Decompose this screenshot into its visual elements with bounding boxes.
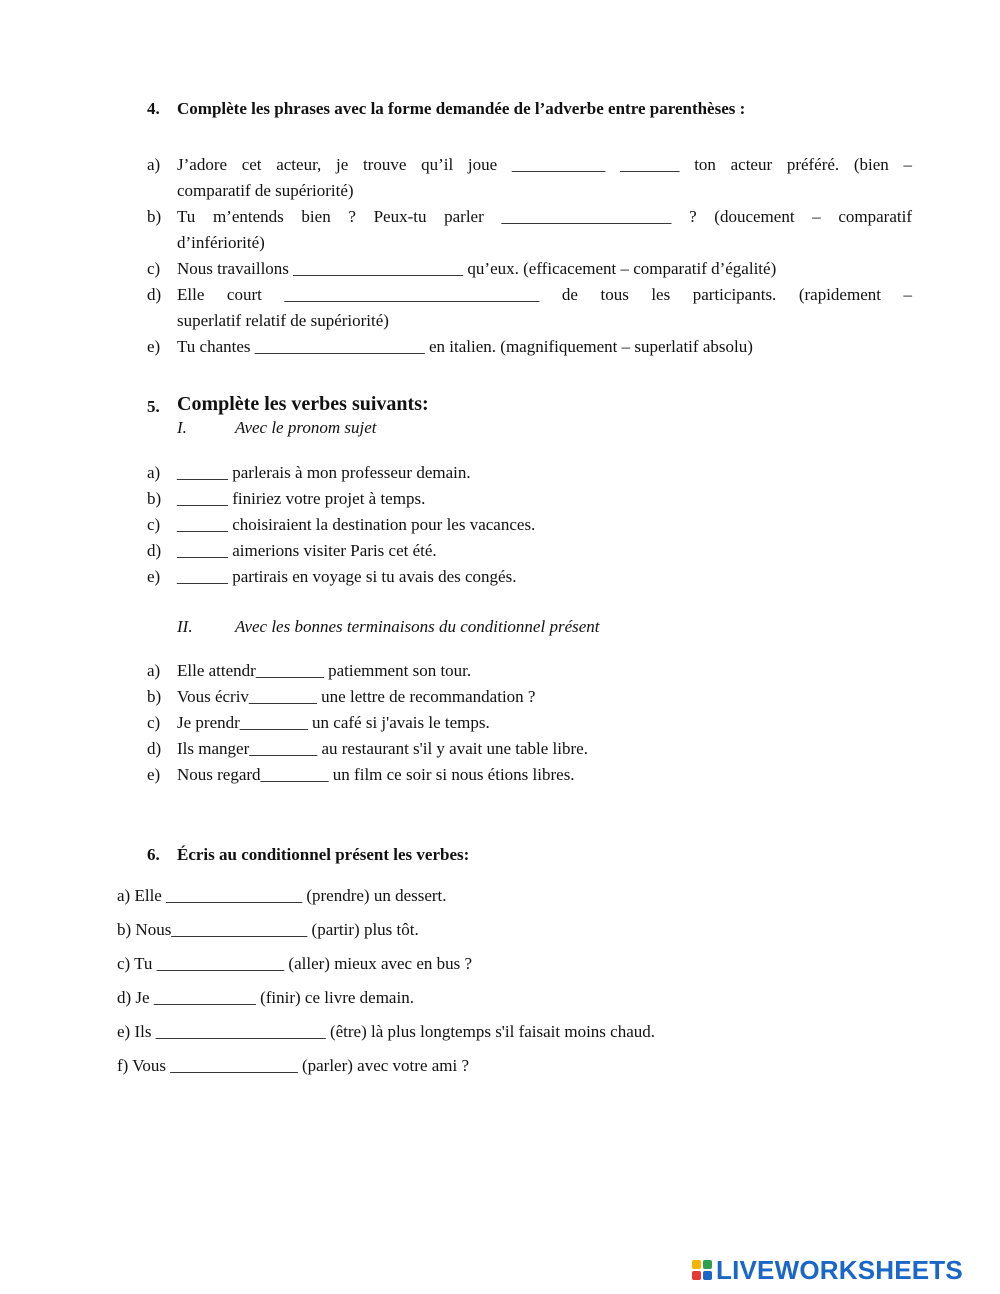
s5-part2-roman: II. xyxy=(177,617,193,636)
s4-item-b-line1: Tu m’entends bien ? Peux-tu parler ____________________ ? (doucement – comparatif xyxy=(177,207,912,226)
s5-p1-e-label: e) xyxy=(147,567,161,586)
s5-p2-d-label: d) xyxy=(147,739,162,758)
s5-p2-c-label: c) xyxy=(147,713,161,732)
s4-item-c-line1: Nous travaillons ____________________ qu’eux. (efficacement – comparatif d’égalité) xyxy=(177,259,777,278)
s6-item-b: b) Nous________________ (partir) plus tôt. xyxy=(117,920,419,939)
s4-item-b-line2: d’infériorité) xyxy=(177,233,265,252)
s5-p2-d-text: Ils manger________ au restaurant s'il y avait une table libre. xyxy=(177,739,588,758)
s5-p1-d-text: ______ aimerions visiter Paris cet été. xyxy=(177,541,437,560)
s4-item-e-line1: Tu chantes ____________________ en italien. (magnifiquement – superlatif absolu) xyxy=(177,337,753,356)
liveworksheets-logo xyxy=(692,1255,963,1285)
s6-item-c: c) Tu _______________ (aller) mieux avec en bus ? xyxy=(117,954,473,973)
s5-part2-title: Avec les bonnes terminaisons du conditionnel présent xyxy=(235,617,600,636)
logo-square-yellow xyxy=(692,1260,701,1269)
section6-number: 6. xyxy=(147,845,160,864)
logo-square-red xyxy=(692,1271,701,1280)
s4-item-c-label: c) xyxy=(147,259,161,278)
s4-item-d-line1: Elle court ______________________________ de tous les participants. (rapidement – xyxy=(177,285,912,304)
s6-item-f: f) Vous _______________ (parler) avec votre ami ? xyxy=(117,1056,470,1075)
s5-p1-e-text: ______ partirais en voyage si tu avais des congés. xyxy=(177,567,517,586)
s5-p2-a-label: a) xyxy=(147,661,161,680)
s5-p1-c-text: ______ choisiraient la destination pour les vacances. xyxy=(177,515,536,534)
section6-title: Écris au conditionnel présent les verbes: xyxy=(177,845,470,864)
section4-title: Complète les phrases avec la forme demandée de l’adverbe entre parenthèses : xyxy=(177,99,746,118)
liveworksheets-logo-text: LIVEWORKSHEETS xyxy=(716,1254,963,1285)
s6-item-d: d) Je ____________ (finir) ce livre demain. xyxy=(117,988,414,1007)
section5-number: 5. xyxy=(147,397,160,416)
s6-item-a: a) Elle ________________ (prendre) un dessert. xyxy=(117,886,447,905)
s6-item-e: e) Ils ____________________ (être) là plus longtemps s'il faisait moins chaud. xyxy=(117,1022,656,1041)
logo-square-green xyxy=(703,1260,712,1269)
s5-p1-c-label: c) xyxy=(147,515,161,534)
section4-number: 4. xyxy=(147,99,160,118)
s5-p1-a-label: a) xyxy=(147,463,161,482)
s4-item-d-label: d) xyxy=(147,285,162,304)
s5-p1-b-label: b) xyxy=(147,489,162,508)
s5-p2-c-text: Je prendr________ un café si j'avais le temps. xyxy=(177,713,490,732)
s4-item-d-line2: superlatif relatif de supériorité) xyxy=(177,311,389,330)
s5-p1-d-label: d) xyxy=(147,541,162,560)
s4-item-a-line1: J’adore cet acteur, je trouve qu’il joue ___________ _______ ton acteur préféré. (bien – xyxy=(177,155,912,174)
s5-part1-roman: I. xyxy=(177,418,187,437)
section5-title: Complète les verbes suivants: xyxy=(177,393,429,415)
s5-p1-a-text: ______ parlerais à mon professeur demain. xyxy=(177,463,471,482)
s5-p2-a-text: Elle attendr________ patiemment son tour. xyxy=(177,661,472,680)
s5-p2-e-label: e) xyxy=(147,765,161,784)
s4-item-a-label: a) xyxy=(147,155,161,174)
s5-part1-title: Avec le pronom sujet xyxy=(235,418,377,437)
logo-square-blue xyxy=(703,1271,712,1280)
s5-p2-b-text: Vous écriv________ une lettre de recommandation ? xyxy=(177,687,536,706)
liveworksheets-logo-icon xyxy=(692,1258,714,1282)
s5-p2-e-text: Nous regard________ un film ce soir si nous étions libres. xyxy=(177,765,575,784)
s5-p1-b-text: ______ finiriez votre projet à temps. xyxy=(177,489,426,508)
s4-item-a-line2: comparatif de supériorité) xyxy=(177,181,354,200)
s4-item-e-label: e) xyxy=(147,337,161,356)
s5-p2-b-label: b) xyxy=(147,687,162,706)
s4-item-b-label: b) xyxy=(147,207,162,226)
